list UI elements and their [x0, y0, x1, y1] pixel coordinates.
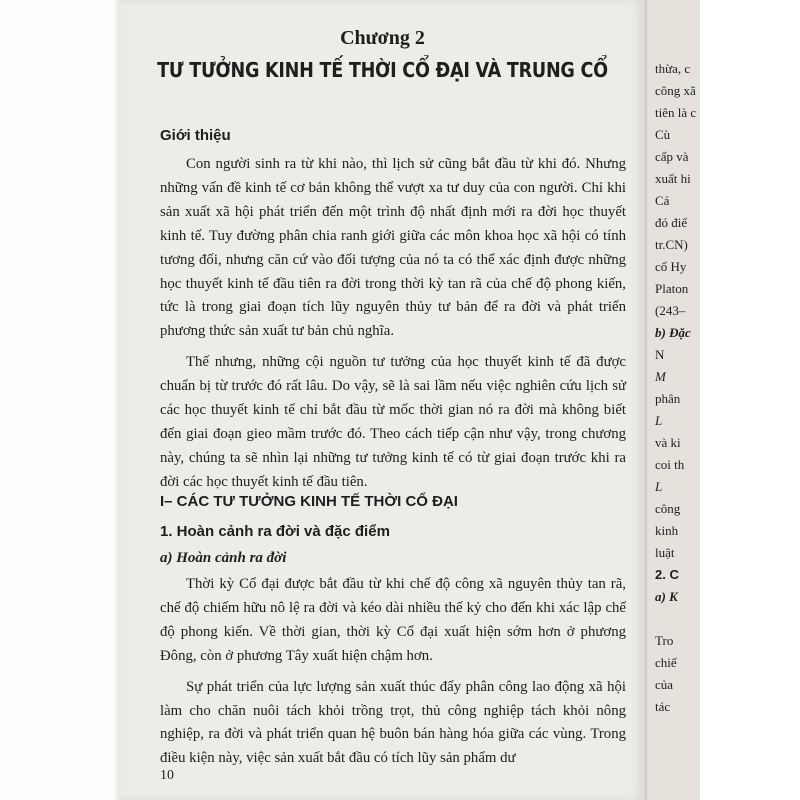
facing-line: tiên là c	[655, 105, 697, 120]
facing-page-lines	[655, 58, 702, 718]
chapter-title: TƯ TƯỞNG KINH TẾ THỜI CỔ ĐẠI VÀ TRUNG CỔ	[157, 58, 608, 82]
facing-line: đó điể	[655, 215, 688, 230]
facing-line: coi th	[655, 457, 685, 472]
facing-line: Tro	[655, 633, 674, 648]
facing-line: chiế	[655, 655, 677, 670]
intro-paragraph-2: Thế nhưng, những cội nguồn tư tưởng của học thuyết kinh tế đã được chuẩn bị từ trước đó rất lâu. Do vậy, sẽ là sai lầm nếu việc nghiên cứu lịch sử các học thuyết kinh tế chỉ bắt đầu từ mốc thời gian nó ra đời mà không biết đến giai đoạn gieo mầm trước đó. Theo cách tiếp cận như vậy, trong chương này, chúng ta sẽ nhìn lại những tư tưởng kinh tế có từ giai đoạn trước khi ra đời các học thuyết kinh tế đầu tiên.	[160, 354, 626, 490]
facing-line: cấp và	[655, 149, 689, 164]
facing-line: tr.CN)	[655, 237, 688, 252]
facing-line: M	[655, 369, 666, 384]
facing-line: Cù	[655, 127, 671, 142]
facing-line: (243–	[655, 303, 686, 318]
page-number: 10	[160, 768, 174, 783]
facing-line: Cá	[655, 193, 670, 208]
right-margin	[700, 0, 800, 800]
subsection-heading: 1. Hoàn cảnh ra đời và đặc điểm	[160, 523, 390, 540]
facing-line: công	[655, 501, 681, 516]
intro-paragraph-1: Con người sinh ra từ khi nào, thì lịch sử cũng bắt đầu từ khi đó. Nhưng những vấn đề kinh tế cơ bản không thể vượt xa tư duy của con người. Chỉ khi sản xuất xã hội phát triển đến một trình độ nhất định mới ra đời học thuyết kinh tế. Tuy đường phân chia ranh giới giữa các môn khoa học xã hội có tính tương đối, nhưng căn cứ vào đối tượng của nó ta có thể xác định được những học thuyết kinh tế đầu tiên ra đời trong thời kỳ tan rã của chế độ phong kiến, tức là trong giai đoạn tích lũy nguyên thủy tư bản để ra đời và phát triển phương thức sản xuất tư bản chủ nghĩa.	[160, 156, 626, 340]
intro-body	[160, 153, 626, 502]
section-paragraph-1: Thời kỳ Cổ đại được bắt đầu từ khi chế độ công xã nguyên thủy tan rã, chế độ chiếm hữu nô lệ ra đời và kéo dài nhiều thế kỷ cho đến khi xác lập chế độ phong kiến. Về thời gian, thời kỳ Cổ đại xuất hiện sớm hơn ở phương Đông, còn ở phương Tây xuất hiện chậm hơn.	[160, 576, 626, 664]
intro-heading: Giới thiệu	[160, 127, 231, 144]
facing-line: xuất hi	[655, 171, 691, 186]
facing-line: a) K	[655, 589, 678, 604]
subsubsection-heading: a) Hoàn cảnh ra đời	[160, 550, 287, 566]
facing-line: 2. C	[655, 567, 679, 582]
facing-line	[655, 608, 702, 630]
facing-line: của	[655, 677, 674, 692]
facing-line: luật	[655, 545, 675, 560]
facing-line: kinh	[655, 523, 679, 538]
facing-line: N	[655, 347, 665, 362]
section-body	[160, 573, 626, 778]
facing-line: Platon	[655, 281, 689, 296]
section-heading: I– CÁC TƯ TƯỞNG KINH TẾ THỜI CỔ ĐẠI	[160, 493, 458, 510]
facing-line: b) Đặc	[655, 325, 691, 340]
facing-line: thừa, c	[655, 61, 691, 76]
chapter-label: Chương 2	[340, 27, 425, 49]
facing-line: và ki	[655, 435, 681, 450]
facing-line: tác	[655, 699, 671, 714]
facing-line: phân	[655, 391, 681, 406]
left-margin	[0, 0, 118, 800]
facing-line: cổ Hy	[655, 259, 687, 274]
section-paragraph-2: Sự phát triển của lực lượng sản xuất thúc đẩy phân công lao động xã hội làm cho chăn nuôi tách khỏi trồng trọt, thủ công nghiệp tách khỏi nông nghiệp, ra đời và phát triển quan hệ buôn bán hàng hóa giữa các vùng. Trong điều kiện này, việc sản xuất bắt đầu có tích lũy sản phẩm dư	[160, 678, 626, 767]
facing-line: L	[655, 479, 663, 494]
facing-page	[645, 0, 702, 800]
facing-line: L	[655, 413, 663, 428]
facing-line: công xã	[655, 83, 696, 98]
